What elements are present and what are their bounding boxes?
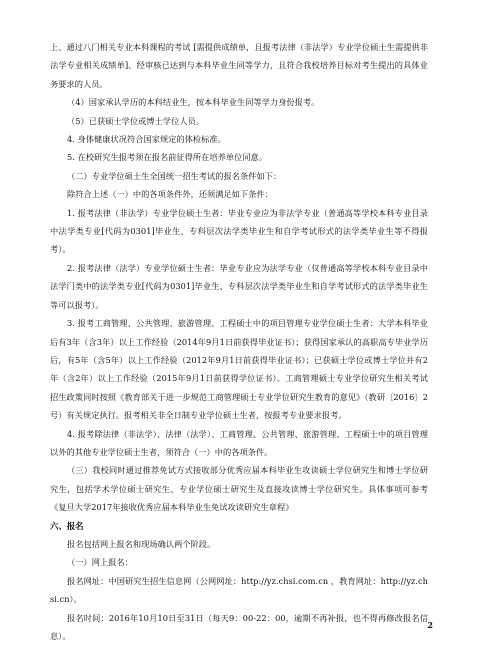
paragraph-other-professional-degrees: 4. 报考除法律（非法学）、法律（法学）、工商管理、公共管理、旅游管理、工程硕士中的项目管理以外的其他专业学位硕士生者，须符合（一）中的各项条件。 bbox=[50, 428, 428, 457]
document-body bbox=[50, 38, 428, 645]
paragraph-registration-time: 报名时间：2016年10月10日至31日（每天9：00-22：00，逾期不再补报，也不得再修改报名信息）。 bbox=[50, 612, 428, 641]
paragraph-online-registration-heading: （一）网上报名： bbox=[67, 557, 133, 568]
paragraph-professional-degree-conditions-heading: （二）专业学位硕士生全国统一招生考试的报名条件如下： bbox=[67, 170, 282, 181]
section-heading-registration: 六、报名 bbox=[50, 520, 84, 531]
paragraph-law-law-condition: 2. 报考法律（法学）专业学位硕士生者：毕业专业应为法学专业（仅普通高等学校本科专业目录中法学门类中的法学类专业[代码为0301]毕业生、专科层次法学类毕业生和自学考试形式的法学类毕业生等可以报考）。 bbox=[50, 262, 428, 310]
paragraph-equivalent-study-conditions: 上、通过八门相关专业本科课程的考试 [需提供成绩单，且报考法律（非法学）专业学位硕士生需提供非法学专业相关成绩单]、经审核已达到与本科毕业生同等学力，且符合我校培养目标对考生提出的具体业务要求的人员。 bbox=[50, 42, 428, 89]
paragraph-registration-stages: 报名包括网上报名和现场确认两个阶段。 bbox=[67, 538, 216, 549]
paragraph-registration-website: 报名网址：中国研究生招生信息网（公网网址：http://yz.chsi.com.cn ，教育网址：http://yz.chsi.cn）。 bbox=[50, 575, 428, 605]
paragraph-health-requirement: 4. 身体健康状况符合国家规定的体检标准。 bbox=[67, 134, 226, 145]
paragraph-law-non-law-condition: 1. 报考法律（非法学）专业学位硕士生者：毕业专业应为非法学专业（普通高等学校本科专业目录中法学类专业[代码为0301]毕业生、专科层次法学类毕业生和自学考试形式的法学类毕业生等不得报考）。 bbox=[50, 207, 428, 255]
page-number: 2 bbox=[427, 620, 433, 630]
paragraph-additional-conditions-intro: 除符合上述（一）中的各项条件外，还须满足如下条件： bbox=[67, 189, 273, 200]
paragraph-current-student-consent: 5. 在校研究生报考须在报名前征得所在培养单位同意。 bbox=[67, 152, 268, 163]
paragraph-recommendation-admission: （三）我校同时通过推荐免试方式接收部分优秀应届本科毕业生攻读硕士学位研究生和博士学位研究生，包括学术学位硕士研究生、专业学位硕士研究生及直接攻读博士学位研究生。具体事项可参考《复旦大学2017年接收优秀应届本科毕业生免试攻读研究生章程》 bbox=[50, 465, 428, 513]
paragraph-condition-5-degree-holders: （5）已获硕士学位或博士学位人员。 bbox=[67, 115, 205, 126]
paragraph-management-degree-condition: 3. 报考工商管理、公共管理、旅游管理、工程硕士中的项目管理专业学位硕士生者：大学本科毕业后有3年（含3年）以上工作经验（2014年9月1日前获得毕业证书）；获得国家承认的高职高专毕业学历后，有5年（含5年）以上工作经验（2012年9月1日前获得毕业证书）；已获硕士学位或博士学位并有2年（含2年）以上工作经验（2015年9月1日前获得学位证书）。工商管理硕士专业学位研究生相关考试招生政策同时按照《教育部关于进一步规范工商管理硕士专业学位研究生教育的意见》（教研〔2016〕2号）有关规定执行。报考相关非全日制专业学位硕士生者，按报考专业要求报考。 bbox=[50, 318, 428, 421]
paragraph-condition-4-graduates: （4）国家承认学历的本科结业生，按本科毕业生同等学力身份报考。 bbox=[67, 97, 320, 108]
